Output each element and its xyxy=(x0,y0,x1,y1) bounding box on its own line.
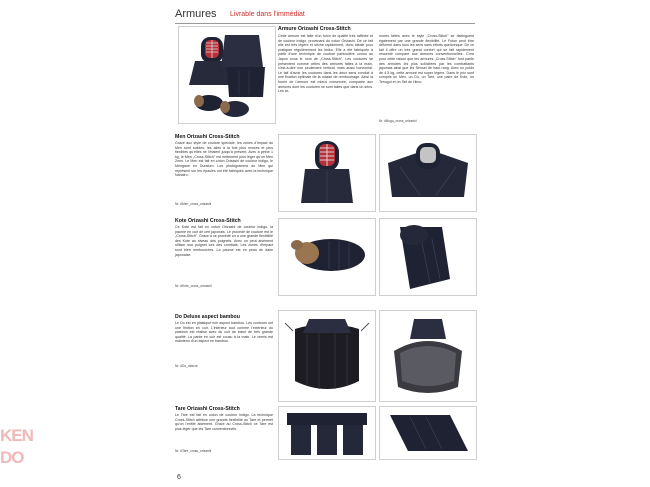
page-header xyxy=(175,7,475,24)
kote-ref: Nr. #Kote_cross_orizashi xyxy=(175,284,212,288)
armure-ref: Nr. #Bogu_cross_orizashi xyxy=(379,119,417,123)
tare-body: Le Tare est fait en coton de couleur indigo. La technique Cross-Stitch attribue une grande flexibilité au Tare et permet qu'on l'enfile aisément. Grace au Cross-Stitch ce Tare est plus léger que les Tare conventionnels. xyxy=(175,413,273,431)
page-number: 6 xyxy=(177,474,181,481)
kote-side-photo xyxy=(379,218,477,296)
armure-set-photo xyxy=(178,26,276,124)
page-title: Armures xyxy=(175,8,217,20)
kote-palm-photo xyxy=(278,218,376,296)
armure-body-col2: mures faites avec le style „Cross-Stitch" se distinguent également par une grande flexibilité. Le Futon peut être déformé dans tous les sens sans efforts quelconque. De ce fait il offre un très grand confort qui se fait rapidement ressentir comparé aux armures conventionnelles. C'est pour cette raison que les armures „Cross-Stitch" font partie des armures les plus sollicitées par les combattants japonais ainsi que les Sensei de haut rang. Avec un poids de 4.5 kg, cette armure est super légère. Dans le prix sont compris un Men, un Do, un Tare, une paire de Kote, un Tenugui et un Set de Himo. xyxy=(379,34,474,84)
do-body: Le Do est en plastique noir aspect bambou. Les contours ont une finition en cuir. L'intérieur tout comme l'extérieur du plastron est réalisé avec du cuir de bœuf de très grande qualité. La partie en cuir est cousu à la main. Le vernis est maintenu d'un aspect en bambou. xyxy=(175,321,273,344)
tare-ref: Nr. #Tare_cross_orizashi xyxy=(175,449,212,453)
men-title: Men Orizashi Cross-Stitch xyxy=(175,134,240,140)
do-ref: Nr. #Do_deluxe xyxy=(175,364,198,368)
page-subtitle: Livrable dans l'immédiat xyxy=(230,11,305,18)
armure-body-col1: Cette armure est faite d'un futon de qualité très raffinée et de couleur indigo, provenant du coton Orizashi. De ce fait elle est très légère et sèche rapidement, donc idéale pour pratiquer régulièrement les keiko. Elle a été fabriquée à partir d'une technique de couture particulière connu au Japon sous le nom de „Cross-Stitch". Les coutures se présentent comme celles des armures faites à la main, c'est-à-dire non seulement vertical, mais aussi horizontal. Le fait d'avoir les coutures dans les deux sens conduit à une fixation optimale de la masse de rembourrage. Ainsi la forme de l'armure est mieux conservée, comparée aux armures dont les coutures ne sont faites que dans un sens. Les ar- xyxy=(278,34,373,94)
men-side-photo xyxy=(379,134,477,212)
tare-title: Tare Orizashi Cross-Stitch xyxy=(175,406,240,412)
do-front-photo xyxy=(278,310,376,402)
do-title: Do Deluxe aspect bambou xyxy=(175,314,240,320)
kote-body: Ce Kote est fait en coton Orizashi de couleur indigo, la paume en cuir de cerf japonais. Le procédé de couture est le „Cross-Stitch". Grace à ce procédé on a une grande flexibilité des Kote au niveau des poignets. Avec on peut aisément utiliser son poignet lors des combats. Les zones d'impact sont bien rembourrées. La paume est en peau de daim japonaise. xyxy=(175,225,273,257)
kendo-logo-bottom: DO xyxy=(0,448,24,467)
men-ref: Nr. #Men_cross_orizashi xyxy=(175,202,212,206)
men-front-photo xyxy=(278,134,376,212)
kote-title: Kote Orizashi Cross-Stitch xyxy=(175,218,241,224)
tare-back-photo xyxy=(379,406,477,460)
do-back-photo xyxy=(379,310,477,402)
men-body: Grace aux style de couture spéciale, les zones d'impact du Men sont solides, les ailes à la fois plus minces et plus flexibles qu'elles ne l'étaient jusqu'à présent. Avec à peine 1 kg, le Men „Cross-Stitch" est nettement plus léger qu'un Men 2mm. Le Men est fait en coton Orizashi de couleur indigo, le Mengane en Duralum. Les photogramme du Men qui représent sur les épaules ont été fabriqués avec la technique Nanairo. xyxy=(175,141,273,178)
kendo-logo xyxy=(0,426,33,474)
kendo-logo-top: KEN xyxy=(0,426,33,445)
armure-title: Armure Orizashi Cross-Stitch xyxy=(278,26,351,32)
catalog-page xyxy=(172,4,478,483)
tare-front-photo xyxy=(278,406,376,460)
